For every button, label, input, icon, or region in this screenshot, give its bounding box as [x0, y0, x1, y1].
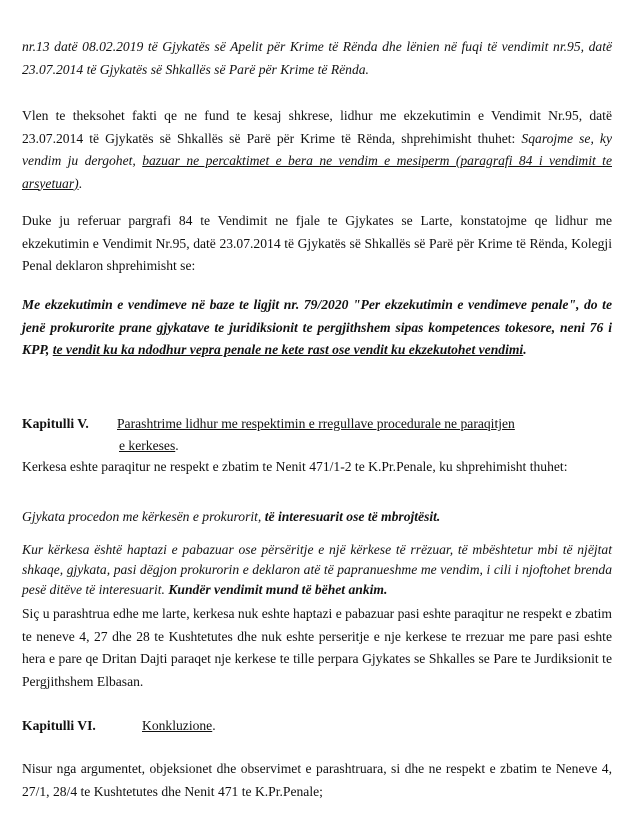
punctuation: . [212, 718, 216, 733]
chapter-vi-heading [22, 715, 612, 739]
paragraph-text: Vlen te theksohet fakti qe ne fund te kesaj shkrese, lidhur me ekzekutimin e Vendimit Nr.95, datë 23.07.2014 të Gjykatës së Shkallës së Parë për Krime të Rënda, shprehimisht thuhet: [22, 108, 612, 146]
punctuation: . [175, 438, 179, 453]
paragraph-text: Kerkesa eshte paraqitur ne respekt e zbatim te Nenit 471/1-2 te K.Pr.Penale, ku shprehimisht thuhet: [22, 459, 568, 474]
paragraph-not-unfounded [22, 603, 612, 693]
paragraph-law-quote [22, 294, 612, 362]
bold-italic-text: Kundër vendimit mund të bëhet ankim. [168, 582, 388, 597]
bold-italic-text: të interesuarit ose të mbrojtësit. [264, 509, 441, 524]
punctuation: . [523, 342, 527, 357]
paragraph-text: Nisur nga argumentet, objeksionet dhe observimet e parashtruara, si dhe ne respekt e zbatim te Neneve 4, 27/1, 28/4 te Kushtetutes dhe Nenit 471 te K.Pr.Penale; [22, 761, 612, 799]
paragraph-high-court-reference [22, 210, 612, 278]
paragraph-text: Siç u parashtrua edhe me larte, kerkesa nuk eshte haptazi e pabazuar pasi eshte paraqitur ne respekt e zbatim te neneve 4, 27 dhe 28 te Kushtetutes dhe nuk eshte perseritje e nje kerkese te rrezuar me pare pasi eshte hera e pare qe Dritan Dajti paraqet nje kerkese te tille perpara Gjykates se Shkalles se Pare te Jurdiksionit te Pergjithshem Elbasan. [22, 606, 612, 689]
paragraph-code-quote-2 [22, 540, 612, 600]
italic-text: Gjykata procedon me kërkesën e prokurorit, [22, 509, 265, 524]
paragraph-text: nr.13 datë 08.02.2019 të Gjykatës së Apelit për Krime të Rënda dhe lënien në fuqi të vendimit nr.95, datë 23.07.2014 të Gjykatës së Shkallës së Parë për Krime të Rënda. [22, 39, 612, 77]
paragraph-code-quote-1 [22, 506, 612, 529]
chapter-title: Konkluzione [142, 718, 213, 733]
underlined-quoted-text: bazuar ne percaktimet e bera ne vendim e mesiperm (paragrafi 84 i vendimit te arsyetuar) [22, 153, 612, 191]
paragraph-conclusion [22, 758, 612, 803]
paragraph-text: Duke ju referuar pargrafi 84 te Vendimit ne fjale te Gjykates se Larte, konstatojme qe lidhur me ekzekutimin e Vendimit Nr.95, datë 23.07.2014 të Gjykatës së Shkallës së Parë për Krime të Rënda, Kolegji Penal deklaron shprehimisht se: [22, 213, 612, 273]
chapter-v-heading [22, 413, 612, 458]
chapter-label: Kapitulli V. [22, 416, 89, 431]
punctuation: . [78, 175, 83, 191]
paragraph-appeal-reference [22, 36, 612, 81]
chapter-label: Kapitulli VI. [22, 718, 96, 733]
chapter-title-line1: Parashtrime lidhur me respektimin e rregullave procedurale ne paraqitjen [117, 416, 515, 431]
underlined-text: te vendit ku ka ndodhur vepra penale ne kete rast ose vendit ku ekzekutohet vendimi [52, 342, 524, 357]
paragraph-execution-note [22, 105, 612, 195]
quoted-text: Sqarojme se, ky vendim ju dergohet, [22, 130, 613, 168]
chapter-title-line2: e kerkeses [119, 438, 176, 453]
italic-text: Kur kërkesa është haptazi e pabazuar ose përsëritje e një kërkese të rrëzuar, të mbështetur mbi të njëjtat shkaqe, gjykata, pasi dëgjon prokurorin e deklaron atë të papranueshme me vendim, i cili i njoftohet brenda pesë ditëve të interesuarit. [22, 542, 612, 597]
bold-italic-text: Me ekzekutimin e vendimeve në baze te ligjit nr. 79/2020 "Per ekzekutimin e vendimeve penale", do te jenë prokurorite prane gjykatave te juridiksionit te pergjithshem sipas kompetences tokesore, neni 76 i KPP, [22, 297, 612, 357]
paragraph-request-compliance [22, 456, 612, 479]
